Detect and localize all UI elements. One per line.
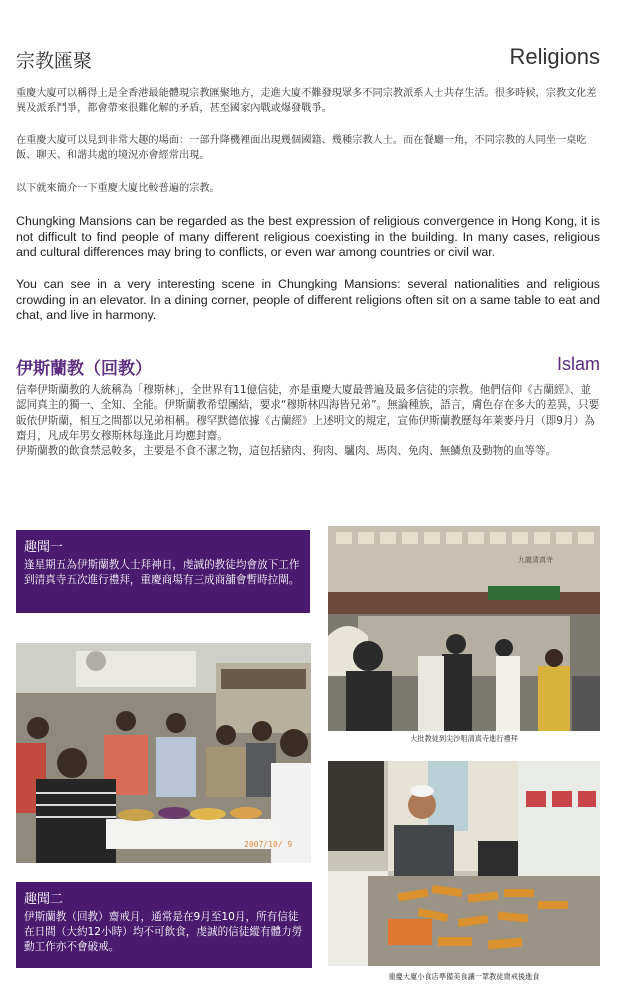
fun-fact-1-box [16, 530, 310, 613]
islam-title-en: Islam [556, 354, 600, 374]
intro-en-paragraph-1: Chungking Mansions can be regarded as the best expression of religious convergence in Hong Kong, it is not difficult to find people of many different religious coexisting in the building. In many cases, religious and cultural differences may bring to conflicts, or even war among countries or civil war. [16, 214, 600, 260]
intro-en-paragraph-2: You can see in a very interesting scene in Chungking Mansions: several nationalities and religious crowding in an elevator. In a dining corner, people of different religions often sit on a same table to eat and chat, and live in harmony. [16, 277, 600, 323]
fun-fact-2-box [16, 882, 312, 968]
mosque-photo-caption: 大批教徒到尖沙咀清真寺進行禮拜 [410, 734, 518, 743]
intro-zh-paragraph-2: 在重慶大廈可以見到非常大趣的場面：一部升降機裡面出現幾個國籍、幾種宗教人士。而在餐廳一角，不同宗教的人同坐一桌吃飯、聊天、和諧共處的境況亦會經常出現。 [16, 135, 587, 161]
islam-body-paragraph-2: 伊斯蘭教的飲食禁忌較多，主要是不食不潔之物，這包括豬肉、狗肉、驢肉、馬肉、免肉、無鱗魚及動物的血等等。 [16, 445, 557, 458]
fun-fact-1-title: 趣聞一 [24, 540, 64, 555]
meal-photo [16, 643, 311, 863]
page-title-zh: 宗教匯聚 [16, 50, 93, 72]
mosque-sign-text: 九龍清真寺 [518, 556, 553, 564]
snack-shop-photo-caption: 重慶大廈小食店準備美食讓一眾教徒齋戒後進食 [388, 972, 540, 981]
page-header [16, 44, 600, 72]
fun-fact-2-text: 伊斯蘭教（回教）齋戒月，通常是在9月至10月，所有信徒在日間（大約12小時）均不可飲食，虔誠的信徒縱有體力勞動工作亦不會破戒。 [24, 911, 303, 953]
islam-heading [16, 354, 600, 378]
snack-shop-photo [328, 761, 600, 966]
fun-fact-1-text: 逢星期五為伊斯蘭教人士拜神日，虔誠的教徒均會放下工作到清真寺五次進行禮拜，重慶商場有三成商舖會暫時拉閘。 [24, 559, 300, 586]
intro-zh-paragraph-3: 以下就來簡介一下重慶大廈比較普遍的宗教。 [16, 183, 220, 194]
page-title-en: Religions [509, 44, 600, 69]
fun-fact-2-title: 趣聞二 [24, 892, 64, 907]
meal-photo-timestamp: 2007/10/ 9 [244, 840, 293, 849]
mosque-photo [328, 526, 600, 731]
islam-body [16, 383, 600, 459]
intro-zh-paragraph-1: 重慶大廈可以稱得上是全香港最能體現宗教匯聚地方，走進大廈不難發現眾多不同宗教派系人士共存生活。很多時候，宗教文化差異及派系鬥爭，都會帶來很難化解的矛盾，甚至國家內戰或爆發戰爭。 [16, 88, 597, 114]
islam-body-paragraph-1: 信奉伊斯蘭教的人統稱為「穆斯林」，全世界有11億信徒，亦是重慶大廈最普遍及最多信徒的宗教。他們信仰《古蘭經》、並認同真主的獨一、全知、全能。伊斯蘭教希望團結，要求“穆斯林四海皆兄弟”。無論種族，語言，膚色存在多大的差異，只要皈依伊斯蘭，相互之間都以兄弟相稱。穆罕默德依據《古蘭經》上述明文的規定，宣佈伊斯蘭教歷每年莱麥丹月（即9月）為齋月，凡成年男女穆斯林每逢此月均應封齋。 [16, 384, 600, 442]
islam-title-zh: 伊斯蘭教（回教） [16, 359, 152, 379]
